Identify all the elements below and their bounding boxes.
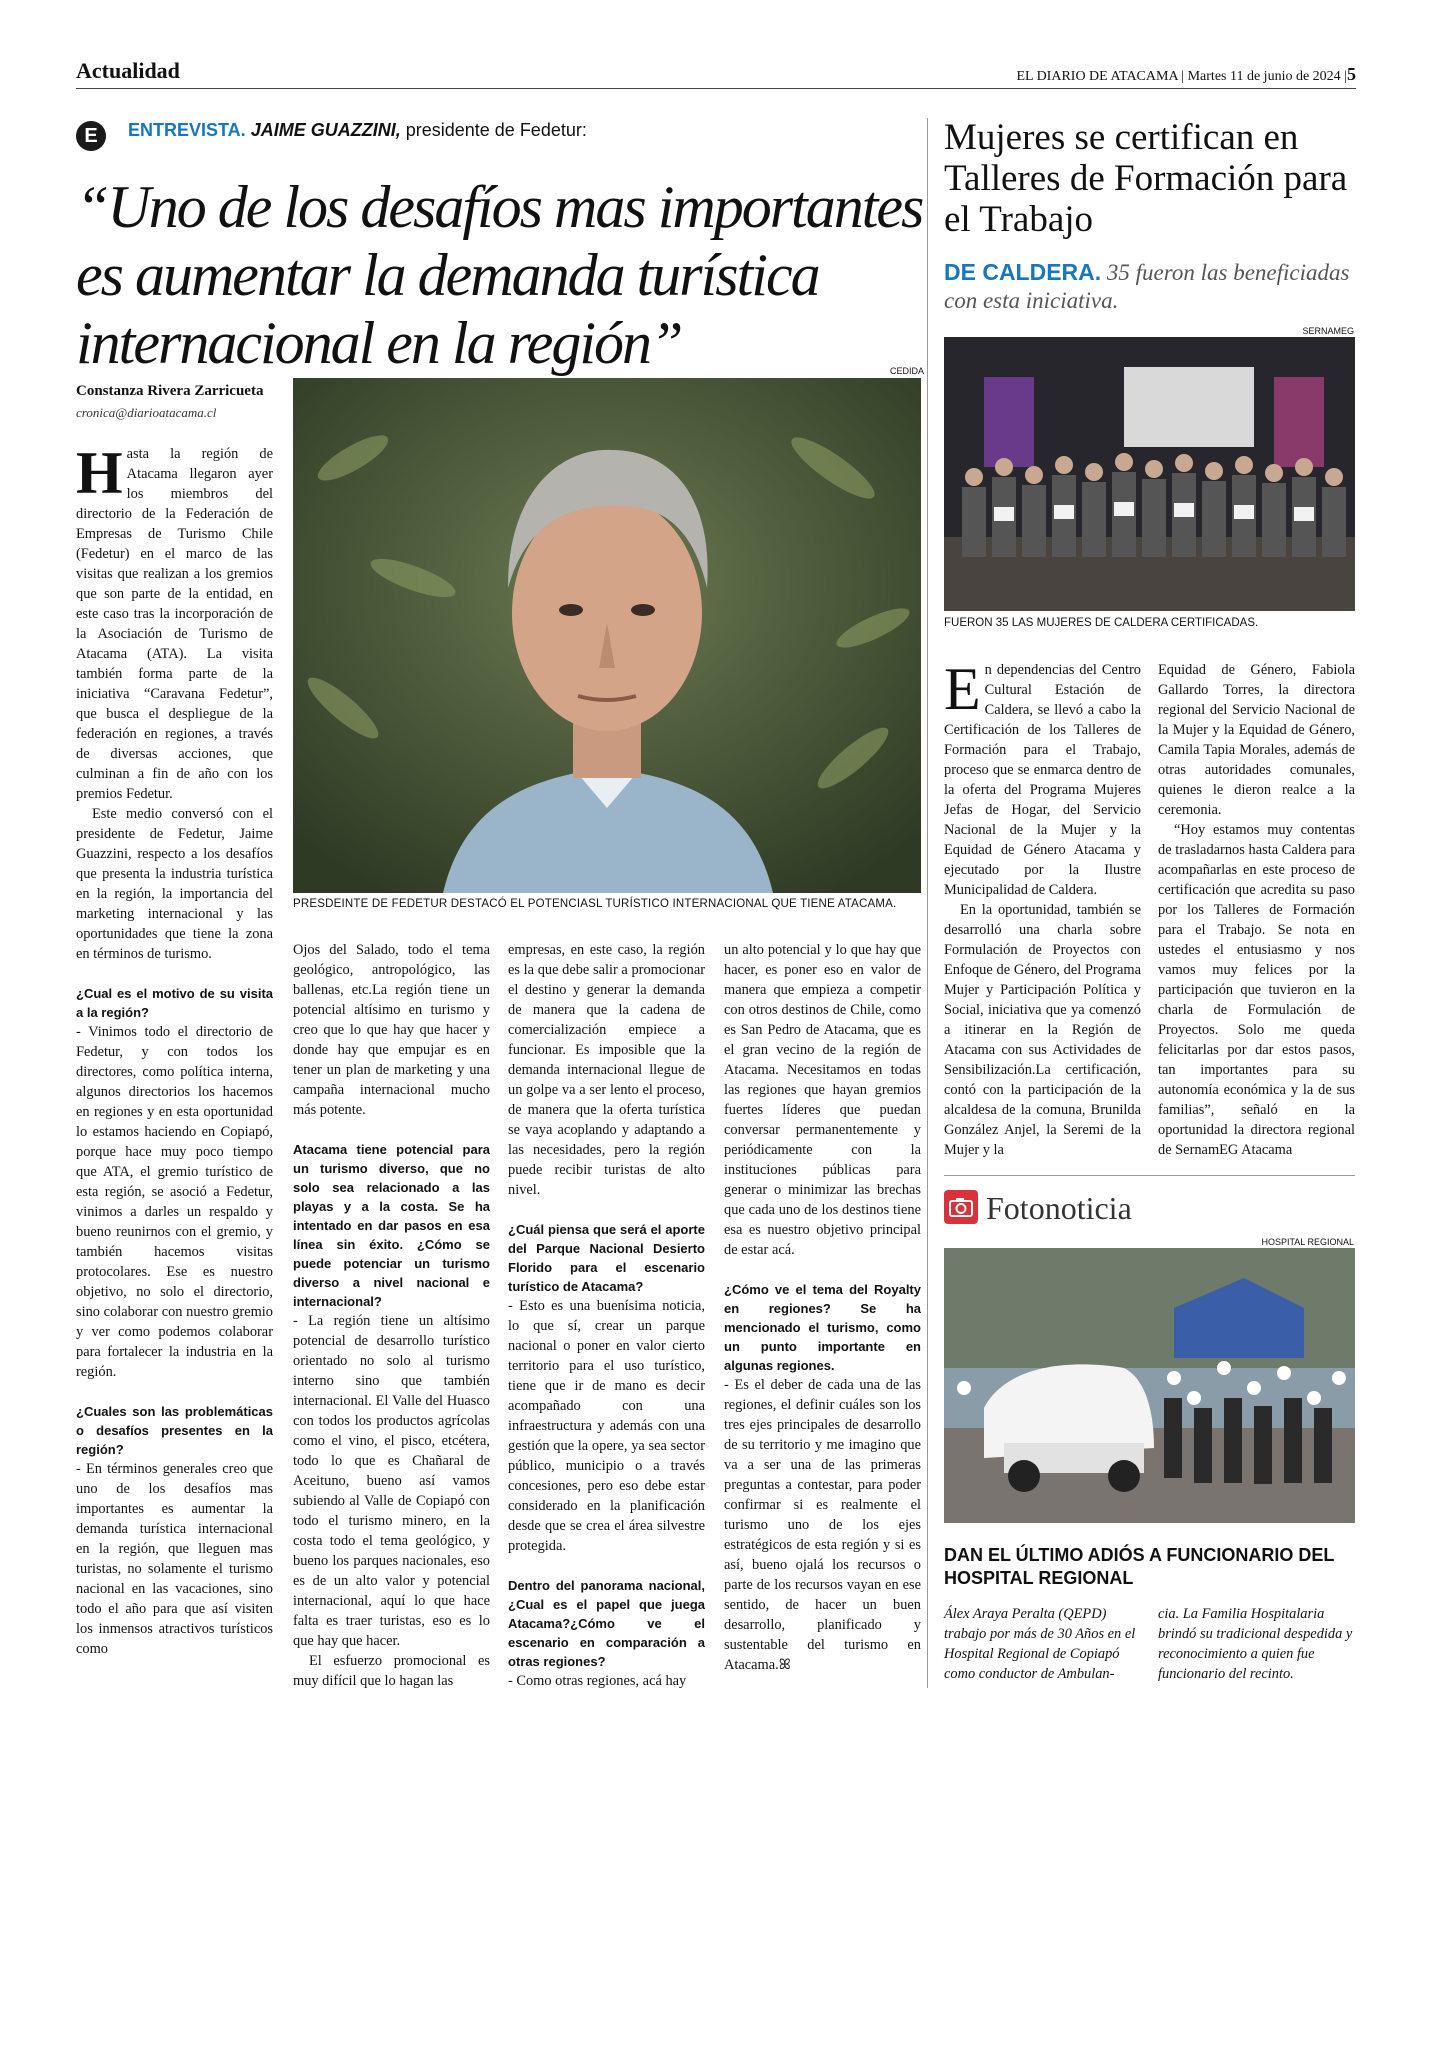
answer-3-continued: El esfuerzo promocional es muy difícil que lo hagan las	[293, 1653, 490, 1689]
column-3-paragraph: empresas, en este caso, la región es la que debe salir a promocionar el destino y generar la demanda de manera que la cadena de comercialización empiece a funcionar. Es imposible que la demanda internacional llegue de un golpe va a ser lento el proceso, de manera que la oferta turística se vaya acoplando y adaptando a las necesidades, pero la región puede recibir turistas de alto nivel.	[508, 942, 705, 1198]
header-divider	[76, 88, 1356, 89]
newspaper-name: EL DIARIO DE ATACAMA	[1016, 69, 1178, 84]
question-6: ¿Cómo ve el tema del Royalty en regiones? Se ha mencionado el turismo, como un punto importante en algunas regiones.	[724, 1282, 921, 1373]
interview-column-4	[724, 940, 921, 1675]
fotonoticia-photo-credit: HOSPITAL REGIONAL	[1261, 1237, 1354, 1247]
photo-credit: CEDIDA	[890, 366, 925, 376]
end-mark: ꕤ	[778, 1657, 791, 1673]
caldera-kicker	[944, 258, 1354, 315]
kicker-name: JAIME GUAZZINI,	[250, 120, 401, 140]
kicker-label: ENTREVISTA.	[128, 120, 246, 140]
column-divider	[927, 118, 928, 1688]
page-number: 5	[1347, 64, 1356, 84]
procession-illustration	[944, 1248, 1355, 1523]
caldera-column-2	[1158, 660, 1355, 1160]
caldera-group-photo	[944, 337, 1355, 611]
question-1: ¿Cual es el motivo de su visita a la región?	[76, 986, 273, 1020]
group-photo-illustration	[944, 337, 1355, 611]
kicker-role: presidente de Fedetur:	[405, 120, 587, 140]
caldera-photo-credit: SERNAMEG	[1302, 326, 1354, 336]
fotonoticia-text-1: Álex Araya Peralta (QEPD) trabajo por más de 30 Años en el Hospital Regional de Copiapó como conductor de Ambulan-	[944, 1606, 1136, 1682]
interview-headline: “Uno de los desafíos mas importantes es aumentar la demanda turística internacional en la región”	[76, 174, 923, 376]
caldera-drop-cap: E	[944, 656, 981, 722]
camera-icon	[944, 1190, 978, 1224]
portrait-photo	[293, 378, 921, 893]
interview-column-1	[76, 440, 273, 1659]
drop-cap: H	[76, 440, 123, 506]
author-email: cronica@diarioatacama.cl	[76, 405, 217, 420]
column-2-paragraph: Ojos del Salado, todo el tema geológico, antropológico, las ballenas, etc.La región tiene un potencial altísimo en turismo y creo que lo que hay que hacer y donde hay que empujar es en tener un plan de marketing y una campaña internacional mucho más potente.	[293, 942, 490, 1118]
answer-6: - Es el deber de cada una de las regiones, el definir cuáles son los tres ejes principales de desarrollo de su territorio y me imagino que va a ser una de las primeras preguntas a contestar, para poder confirmar si es realmente el turismo uno de los ejes estratégicos de esta región y si es así, bueno ojalá los recursos o parte de los recursos vayan en ese sentido, de hacer un buen desarrollo, planificado y sustentable del turismo en Atacama.	[724, 1377, 921, 1673]
question-4: ¿Cuál piensa que será el aporte del Parque Nacional Desierto Florido para el escenario turístico de Atacama?	[508, 1222, 705, 1294]
author-name: Constanza Rivera Zarricueta	[76, 383, 264, 399]
caldera-headline: Mujeres se certifican en Talleres de Formación para el Trabajo	[944, 117, 1348, 240]
portrait-illustration	[293, 378, 921, 893]
caldera-column-1	[944, 656, 1141, 1160]
intro-paragraph-2: Este medio conversó con el presidente de Fedetur, Jaime Guazzini, respecto a los desafíos que presenta la industria turística en la región, la importancia del marketing internacional y las oportunidades que tiene la zona en términos de turismo.	[76, 806, 273, 962]
interview-column-2	[293, 940, 490, 1691]
newspaper-masthead: EL DIARIO DE ATACAMA | Martes 11 de junio de 2024 |5	[1016, 64, 1356, 84]
answer-5: - Como otras regiones, acá hay	[508, 1673, 687, 1689]
question-5: Dentro del panorama nacional, ¿Cual es el papel que juega Atacama?¿Cómo ve el escenario en comparación a otras regiones?	[508, 1578, 705, 1669]
interview-column-3	[508, 940, 705, 1691]
caldera-paragraph-2: En la oportunidad, también se desarrolló una charla sobre Formulación de Proyectos con Enfoque de Género, del Programa Mujer y Participación Política y Social, iniciativa que ya comenzó a itinerar en la Región de Atacama con sus Actividades de Sensibilización.La certificación, contó con la participación de la alcaldesa de la comuna, Brunilda González Anjel, la Seremi de la Mujer y la	[944, 902, 1141, 1158]
fotonoticia-text-2: cia. La Familia Hospitalaria brindó su tradicional despedida y reconocimiento a quien fue funcionario del recinto.	[1158, 1606, 1353, 1682]
fotonoticia-headline: DAN EL ÚLTIMO ADIÓS A FUNCIONARIO DEL HOSPITAL REGIONAL	[944, 1545, 1334, 1588]
answer-2: - En términos generales creo que uno de los desafíos mas importantes es aumentar la demanda turística internacional en la región, que lleguen mas turistas, no solamente el turismo nacional en las vacaciones, sino todo el año para que así visiten los inmensos atractivos turísticos como	[76, 1461, 273, 1657]
caldera-kicker-text: 35 fueron las beneficiadas con esta iniciativa.	[944, 260, 1350, 313]
intro-paragraph-1: asta la región de Atacama llegaron ayer los miembros del directorio de la Federación de Empresas de Turismo Chile (Fedetur) en el marco de las visitas que realizan a los gremios que son parte de la entidad, en este caso tras la incorporación de la Asociación de Turismo de Atacama (ATA). La visita también forma parte de la iniciativa “Caravana Fedetur”, que busca el despliegue de la federación en regiones, a través de diversas acciones, que culminan a fin de año con los premios Fedetur.	[76, 446, 273, 802]
section-title: Actualidad	[76, 58, 180, 83]
question-3: Atacama tiene potencial para un turismo diverso, que no solo sea relacionado a las playas y a la costa. Se ha intentado en dar pasos en esa línea sin éxito. ¿Cómo se puede potenciar un turismo diverso a nivel nacional e internacional?	[293, 1142, 490, 1309]
caldera-paragraph-1: n dependencias del Centro Cultural Estación de Caldera, se llevó a cabo la Certificación de los Talleres de Formación para el Trabajo, proceso que se enmarca dentro de la oferta del Programa Mujeres Jefas de Hogar, del Servicio Nacional de la Mujer y la Equidad de Género Atacama y ejecutado por la Ilustre Municipalidad de Caldera.	[944, 662, 1141, 898]
caldera-kicker-label: DE CALDERA.	[944, 259, 1102, 285]
caldera-paragraph-3: Equidad de Género, Fabiola Gallardo Torres, la directora regional del Servicio Nacional de la Mujer y la Equidad de Género, Camila Tapia Morales, además de otras autoridades comunales, quienes le dieron realce a la ceremonia.	[1158, 662, 1355, 818]
answer-1: - Vinimos todo el directorio de Fedetur, y con todos los directores, como política interna, algunos directorios los hacemos en regiones y en esta oportunidad lo estamos haciendo en Copiapó, porque hace muy poco tiempo que ATA, el gremio turístico de esta región, se asoció a Fedetur, vinimos a darles un respaldo y bueno reunirnos con el gremio, y también hacemos visitas protocolares. Ese es nuestro objetivo, no solo el directorio, sino colaborar con nuestro gremio y ver como podemos colaborar para fortalecer la industria en la región.	[76, 1024, 273, 1380]
issue-date: Martes 11 de junio de 2024	[1187, 69, 1341, 84]
question-2: ¿Cuales son las problemáticas o desafíos presentes en la región?	[76, 1404, 273, 1457]
funeral-procession-photo	[944, 1248, 1355, 1523]
caldera-paragraph-4: “Hoy estamos muy contentas de trasladarnos hasta Caldera para acompañarlas en este proceso de certificación que acredita su paso por los Talleres de Formación para el Trabajo. Se nota en ustedes el entusiasmo y nos vamos muy felices por la participación que tuvieron en la charla de Formulación de Proyectos. Solo me queda felicitarlas por dar estos pasos, tan importantes para su autonomía económica y la de sus familias”, señaló en la oportunidad la directora regional de SernamEG Atacama	[1158, 822, 1355, 1158]
interview-kicker	[128, 120, 587, 141]
fotonoticia-section-title: Fotonoticia	[986, 1190, 1132, 1226]
answer-3: - La región tiene un altísimo potencial de desarrollo turístico orientado no solo al turismo interno sino que también internacional. El Valle del Huasco con todos los productos agrícolas como el vino, el pisco, etcétera, todo lo que es Chañaral de Aceituno, bueno así vamos subiendo al Valle de Copiapó con todo el turismo minero, en la costa todo el tema geológico, y bueno los parques nacionales, eso es de un alto valor y potencial internacional, aquí lo que hace falta es traer turistas, eso es lo que hay que hacer.	[293, 1313, 490, 1649]
column-4-paragraph: un alto potencial y lo que hay que hacer, es poner eso en valor de manera que empieza a competir con otros destinos de Chile, como es San Pedro de Atacama, que es el gran vecino de la región de Atacama. Necesitamos en todas las regiones que hayan gremios fuertes líderes que puedan conversar permanentemente y periódicamente con la instituciones públicas para generar o minimizar las brechas que cada uno de los destinos tiene esa es nuestro objetivo principal de estar acá.	[724, 942, 921, 1258]
answer-4: - Esto es una buenísima noticia, lo que sí, crear un parque nacional o poner en valor cierto territorio para el uso turístico, tiene que ir de mano es decir acompañado con una infraestructura y además con una gestión que la opere, ya sea sector público, municipio o a través concesiones, pero eso debe estar considerado en la planificación desde que se crea el área silvestre protegida.	[508, 1298, 705, 1554]
portrait-caption: PRESDEINTE DE FEDETUR DESTACÓ EL POTENCIASL TURÍSTICO INTERNACIONAL QUE TIENE ATACAMA.	[293, 898, 897, 910]
caldera-photo-caption: FUERON 35 LAS MUJERES DE CALDERA CERTIFICADAS.	[944, 617, 1259, 629]
fotonoticia-divider	[944, 1175, 1355, 1176]
interview-badge: E	[76, 121, 106, 151]
